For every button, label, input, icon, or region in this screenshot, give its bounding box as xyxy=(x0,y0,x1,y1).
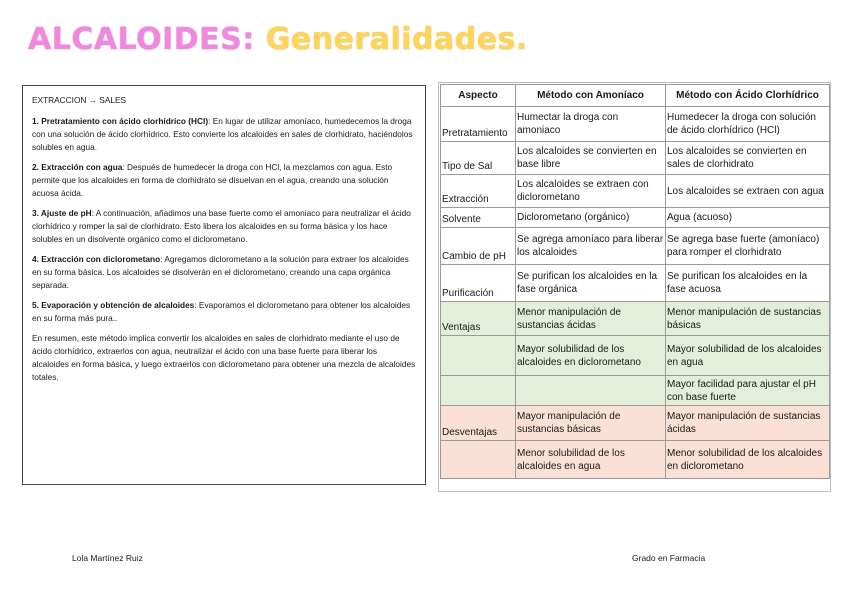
cell-clorhidrico: Mayor facilidad para ajustar el pH con base fuerte xyxy=(666,376,830,406)
step-paragraph xyxy=(32,115,416,154)
title-sub: Generalidades. xyxy=(265,22,528,57)
table-row xyxy=(441,265,830,302)
cell-aspecto: Extracción xyxy=(441,175,516,208)
cell-amoniaco: Diclorometano (orgánico) xyxy=(516,208,666,228)
cell-amoniaco xyxy=(516,376,666,406)
step-paragraph xyxy=(32,207,416,246)
cell-aspecto xyxy=(441,336,516,376)
cell-amoniaco: Los alcaloides se extraen con diclorometano xyxy=(516,175,666,208)
table-body xyxy=(441,107,830,479)
table-row xyxy=(441,175,830,208)
step-title: 1. Pretratamiento con ácido clorhídrico (HCl) xyxy=(32,116,209,126)
cell-clorhidrico: Los alcaloides se convierten en sales de clorhidrato xyxy=(666,142,830,175)
step-text: : Después de humedecer la droga con HCl, la mezclamos con agua. Esto permite que los alcaloides en forma de clorhidrato se disuelvan en el agua, creando una solución acuosa ácida. xyxy=(32,162,393,198)
cell-amoniaco: Menor solubilidad de los alcaloides en agua xyxy=(516,441,666,479)
author-name: Lola Martínez Ruiz xyxy=(72,553,143,563)
cell-aspecto: Ventajas xyxy=(441,302,516,336)
extraction-text-box xyxy=(22,85,426,485)
cell-aspecto: Tipo de Sal xyxy=(441,142,516,175)
cell-aspecto: Pretratamiento xyxy=(441,107,516,142)
step-title: 3. Ajuste de pH xyxy=(32,208,92,218)
comparison-table xyxy=(440,84,830,479)
step-text: : Evaporamos el diclorometano para obtener los alcaloides en su forma más pura.. xyxy=(32,300,411,323)
cell-clorhidrico: Mayor manipulación de sustancias ácidas xyxy=(666,406,830,441)
cell-clorhidrico: Los alcaloides se extraen con agua xyxy=(666,175,830,208)
header-amoniaco: Método con Amoníaco xyxy=(516,85,666,107)
page-title xyxy=(28,22,528,57)
step-paragraph xyxy=(32,299,416,325)
cell-aspecto: Solvente xyxy=(441,208,516,228)
cell-clorhidrico: Se purifican los alcaloides en la fase acuosa xyxy=(666,265,830,302)
step-title: 4. Extracción con diclorometano xyxy=(32,254,161,264)
cell-clorhidrico: Humedecer la droga con solución de ácido clorhídrico (HCl) xyxy=(666,107,830,142)
cell-amoniaco: Los alcaloides se convierten en base libre xyxy=(516,142,666,175)
step-text: : En lugar de utilizar amoníaco, humedecemos la droga con una solución de ácido clorhídrico. Esto convierte los alcaloides en sales de clorhidrato, haciéndolos solubles en agua. xyxy=(32,116,413,152)
cell-amoniaco: Humectar la droga con amoniaco xyxy=(516,107,666,142)
cell-aspecto: Purificación xyxy=(441,265,516,302)
header-clorhidrico: Método con Ácido Clorhídrico xyxy=(666,85,830,107)
cell-clorhidrico: Mayor solubilidad de los alcaloides en agua xyxy=(666,336,830,376)
cell-clorhidrico: Se agrega base fuerte (amoníaco) para romper el clorhidrato xyxy=(666,228,830,265)
cell-amoniaco: Se agrega amoníaco para liberar los alcaloides xyxy=(516,228,666,265)
cell-aspecto: Cambio de pH xyxy=(441,228,516,265)
table-row xyxy=(441,406,830,441)
cell-amoniaco: Menor manipulación de sustancias ácidas xyxy=(516,302,666,336)
table-header-row xyxy=(441,85,830,107)
table-row xyxy=(441,336,830,376)
step-title: 2. Extracción con agua xyxy=(32,162,123,172)
table-row xyxy=(441,441,830,479)
step-paragraph xyxy=(32,253,416,292)
cell-aspecto xyxy=(441,441,516,479)
cell-clorhidrico: Menor manipulación de sustancias básicas xyxy=(666,302,830,336)
header-aspecto: Aspecto xyxy=(441,85,516,107)
summary-paragraph: En resumen, este método implica convertir los alcaloides en sales de clorhidrato mediante el uso de ácido clorhídrico, extraerlos con agua, neutralizar el ácido con una base fuerte para liberar los alcaloides en forma básica, y luego extraerlos con diclorometano para obtener una mezcla de alcaloides totales. xyxy=(32,333,416,382)
cell-amoniaco: Se purifican los alcaloides en la fase orgánica xyxy=(516,265,666,302)
step-paragraph xyxy=(32,161,416,200)
step-title: 5. Evaporación y obtención de alcaloides xyxy=(32,300,195,310)
step-text: : A continuación, añadimos una base fuerte como el amoniaco para neutralizar el ácido clorhídrico y romper la sal de clorhidrato. Esto libera los alcaloides en su forma básica y los hace solubles en un disolvente orgánico como el diclorometano. xyxy=(32,208,411,244)
table-row xyxy=(441,208,830,228)
table-row xyxy=(441,302,830,336)
table-row xyxy=(441,107,830,142)
table-row xyxy=(441,142,830,175)
title-main: ALCALOIDES: xyxy=(28,22,255,57)
cell-clorhidrico: Menor solubilidad de los alcaloides en diclorometano xyxy=(666,441,830,479)
table-row xyxy=(441,228,830,265)
cell-amoniaco: Mayor solubilidad de los alcaloides en diclorometano xyxy=(516,336,666,376)
cell-clorhidrico: Agua (acuoso) xyxy=(666,208,830,228)
section-heading: EXTRACCION → SALES xyxy=(32,95,127,105)
cell-aspecto: Desventajas xyxy=(441,406,516,441)
step-text: : Agregamos diclorometano a la solución para extraer los alcaloides en su forma básica. Los alcaloides se disolverán en el diclorometano, creando una capa orgánica separada. xyxy=(32,254,409,290)
degree-name: Grado en Farmacia xyxy=(632,553,706,563)
cell-amoniaco: Mayor manipulación de sustancias básicas xyxy=(516,406,666,441)
cell-aspecto xyxy=(441,376,516,406)
table-row xyxy=(441,376,830,406)
